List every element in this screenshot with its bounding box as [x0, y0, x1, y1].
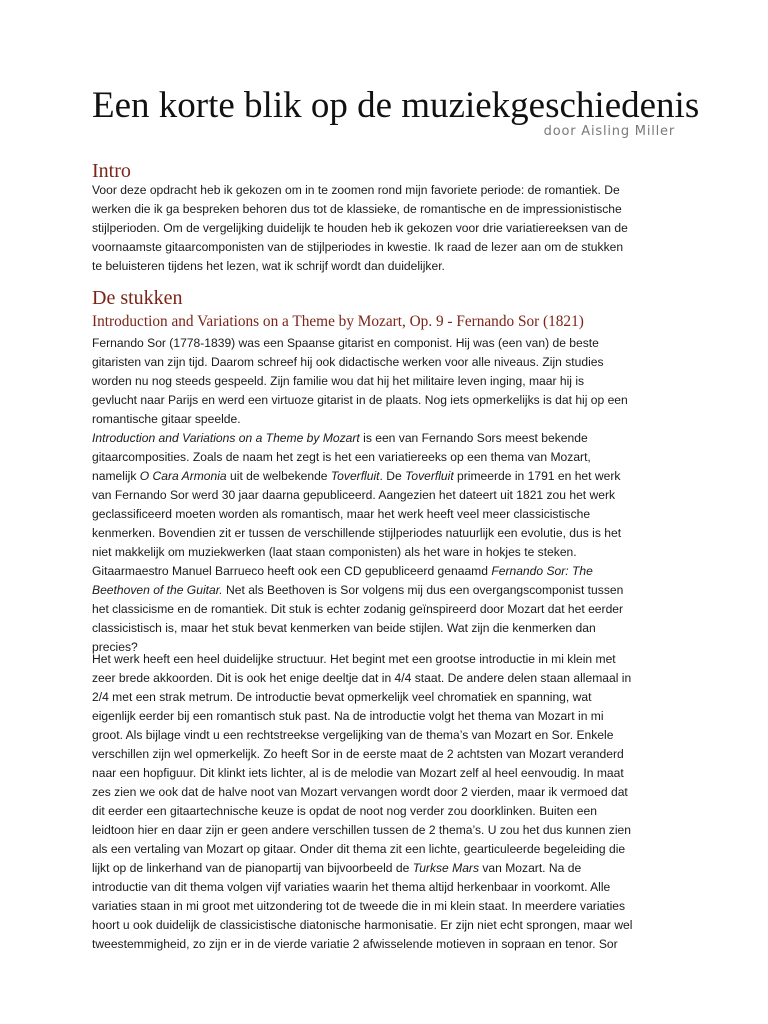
text-line: verschillen zijn wel opmerkelijk. Zo heeft Sor in de eerste maat de 2 achtsten van Mozart veranderd: [92, 747, 624, 761]
section-heading: De stukken: [92, 287, 183, 309]
text-line: als een vertaling van Mozart op gitaar. Onder dit thema zit een lichte, gearticuleerde begeleiding die: [92, 842, 626, 856]
text-line: worden nu nog steeds gespeeld. Zijn familie wou dat hij het militaire leven inging, maar hij is: [92, 374, 585, 388]
text-line: [92, 562, 682, 581]
italic-work-title: Introduction and Variations on a Theme by Mozart: [92, 431, 360, 445]
text-run: is een van Fernando Sors meest bekende: [359, 431, 588, 445]
text-run: namelijk: [92, 469, 140, 483]
italic-work-title: Toverfluit: [405, 469, 454, 483]
text-line: het classicisme en de romantiek. Dit stuk is echter zodanig geïnspireerd door Mozart dat het eerder: [92, 602, 624, 616]
text-line: gitaristen van zijn tijd. Daarom schreef hij ook didactische werken voor alle niveaus. Zijn studies: [92, 355, 604, 369]
italic-work-title: O Cara Armonia: [139, 469, 227, 483]
text-run: lijkt op de linkerhand van de pianopartij van bijvoorbeeld de: [92, 861, 413, 875]
italic-work-title: Toverfluit: [330, 469, 380, 483]
text-line: introductie van dit thema volgen vijf variaties waarin het thema altijd herkenbaar in voorkomt. Alle: [92, 880, 611, 894]
text-run: Gitaarmaestro Manuel Barrueco heeft ook een CD gepubliceerd genaamd: [92, 564, 492, 578]
text-line: zes zien we ook dat de halve noot van Mozart vervangen wordt door 2 vierden, maar ik vermoed dat: [92, 785, 628, 799]
text-line: stijlperioden. Om de vergelijking duidelijk te houden heb ik gekozen voor drie variatiereeksen van de: [92, 221, 628, 235]
text-line: te beluisteren tijdens het lezen, wat ik schrijf wordt dan duidelijker.: [92, 259, 445, 273]
text-line: voornaamste gitaarcomponisten van de stijlperiodes in kwestie. Ik raad de lezer aan om de stukken: [92, 240, 624, 254]
piece-title: Introduction and Variations on a Theme by Mozart, Op. 9 - Fernando Sor (1821): [92, 313, 584, 330]
text-line: groot. Als bijlage vindt u een rechtstreekse vergelijking van de thema’s van Mozart en Sor. Enkele: [92, 728, 614, 742]
italic-work-title: Fernando Sor: The: [491, 564, 593, 578]
text-line: eigenlijk eerder bij een romantisch stuk past. Na de introductie volgt het thema van Mozart in mi: [92, 709, 604, 723]
text-run: van Mozart. Na de: [479, 861, 582, 875]
text-line: [92, 429, 682, 448]
paragraph-composition: [92, 429, 682, 657]
text-line: van Fernando Sor werd 30 jaar daarna gepubliceerd. Aangezien het dateert uit 1821 zou het werk: [92, 488, 616, 502]
text-line: classicistisch is, maar het stuk bevat kenmerken van beide stijlen. Wat zijn die kenmerken dan: [92, 621, 596, 635]
text-line: [92, 581, 682, 600]
text-line: dit eerder een gitaartechnische keuze is opdat de noot nog verder zou doorklinken. Buiten een: [92, 804, 597, 818]
text-line: leidtoon hier en daar zijn er geen andere verschillen tussen de 2 thema’s. U zou het dus kunnen zien: [92, 823, 631, 837]
text-line: zeer brede akkoorden. Dit is ook het enige deeltje dat in 4/4 staat. De andere delen staan allemaal in: [92, 671, 632, 685]
text-line: tweestemmigheid, zo zijn er in de vierde variatie 2 afwisselende motieven in sopraan en tenor. Sor: [92, 937, 618, 951]
text-line: Voor deze opdracht heb ik gekozen om in te zoomen rond mijn favoriete periode: de romantiek. De: [92, 183, 620, 197]
paragraph-structure: [92, 650, 682, 954]
author-byline: door Aisling Miller: [543, 124, 675, 139]
italic-work-title: Turkse Mars: [412, 861, 479, 875]
text-line: romantische gitaar speelde.: [92, 412, 241, 426]
text-run: Net als Beethoven is Sor volgens mij dus een overgangscomponist tussen: [222, 583, 624, 597]
document-title: Een korte blik op de muziekgeschiedenis: [92, 85, 700, 126]
text-line: precies?: [92, 640, 138, 654]
text-line: gevlucht naar Parijs en werd een virtuoze gitarist in de plaats. Nog iets opmerkelijks is dat hij op een: [92, 393, 628, 407]
text-line: kenmerken. Bovendien zit er tussen de verschillende stijlperiodes natuurlijk een evolutie, dus is het: [92, 526, 622, 540]
text-run: . De: [379, 469, 406, 483]
text-run: primeerde in 1791 en het werk: [453, 469, 621, 483]
text-line: hoort u ook duidelijk de classicistische diatonische harmonisatie. Er zijn niet echt sprongen, maar wel: [92, 918, 633, 932]
paragraph-sor-bio: [92, 334, 682, 429]
text-line: naar een hopfiguur. Dit klinkt iets lichter, al is de melodie van Mozart zelf al heel eenvoudig. In maat: [92, 766, 624, 780]
text-line: gitaarcomposities. Zoals de naam het zegt is het een variatiereeks op een thema van Mozart,: [92, 450, 591, 464]
text-run: uit de welbekende: [226, 469, 331, 483]
intro-heading: Intro: [92, 160, 131, 182]
text-line: [92, 859, 682, 878]
text-line: werken die ik ga bespreken behoren dus tot de klassieke, de romantische en de impressionistische: [92, 202, 622, 216]
text-line: niet makkelijk om muziekwerken (laat staan componisten) als het ware in hokjes te steken.: [92, 545, 577, 559]
text-line: [92, 467, 682, 486]
text-line: Het werk heeft een heel duidelijke structuur. Het begint met een grootse introductie in mi klein met: [92, 652, 616, 666]
text-line: 2/4 met een strak metrum. De introductie bevat opmerkelijk veel chromatiek en spanning, wat: [92, 690, 592, 704]
text-line: variaties staan in mi groot met uitzondering tot de tweede die in mi klein staat. In meerdere variaties: [92, 899, 626, 913]
italic-work-title: Beethoven of the Guitar.: [92, 583, 223, 597]
intro-paragraph: [92, 181, 682, 276]
text-line: Fernando Sor (1778-1839) was een Spaanse gitarist en componist. Hij was (een van) de beste: [92, 336, 599, 350]
text-line: geclassificeerd moeten worden als romantisch, maar het werk heeft veel meer classicistische: [92, 507, 591, 521]
